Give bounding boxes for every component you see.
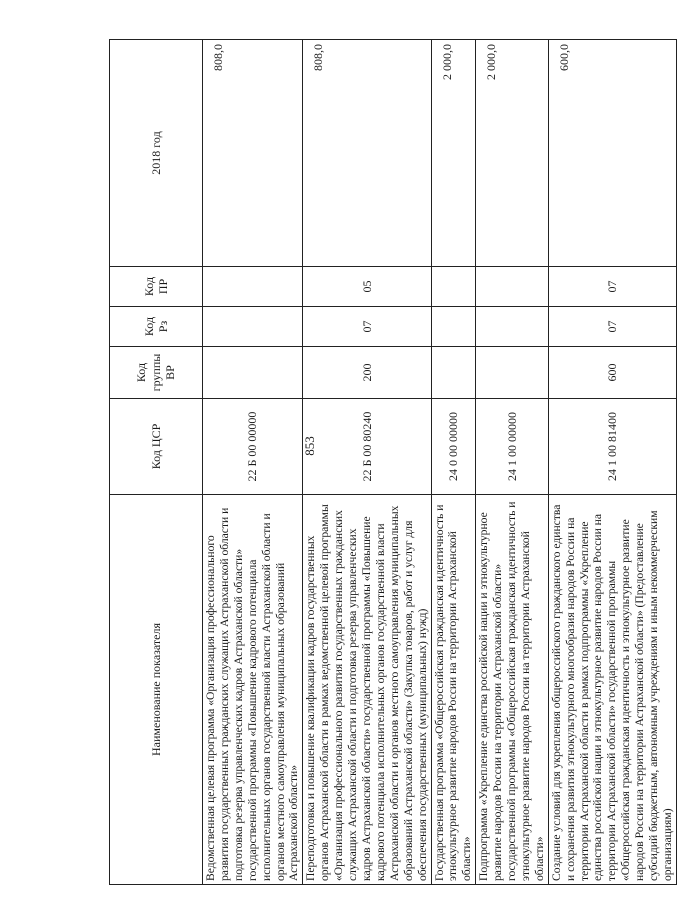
row-csr: 22 Б 00 80240 <box>303 399 431 495</box>
header-pr: Код ПР <box>110 267 203 307</box>
row-value: 808,0 <box>303 40 431 267</box>
header-rz: Код Рз <box>110 307 203 347</box>
row-csr: 24 0 00 00000 <box>431 399 476 495</box>
row-pr <box>203 267 303 307</box>
row-value: 2 000,0 <box>476 40 549 267</box>
row-vr <box>203 347 303 399</box>
row-name: Ведомственная целевая программа «Организация профессионального развития государственных гражданских служащих Астраханской области и подготовка резерва управленческих кадров Астраханской области» государственной программы «Повышение кадрового потенциала исполнительных органов государственной власти Астраханской области и органов местного самоуправления муниципальных образований Астраханской области» <box>203 495 303 885</box>
row-name: Подпрограмма «Укрепление единства российской нации и этнокультурное развитие народов России на территории Астраханской области» государственной программы «Общероссийская гражданская идентичность и этнокультурное развитие народов России на территории Астраханской области» <box>476 495 549 885</box>
row-rz <box>476 307 549 347</box>
row-name: Создание условий для укрепления общероссийского гражданского единства и сохранения развития этнокультурного многообразия народов России на территории Астраханской области в рамках подпрограммы «Укрепление единства российской нации и этнокультурное развитие народов России на территории Астраханской области» государственной программы «Общероссийская гражданская идентичность и этнокультурное развитие народов России на территории Астраханской области» (Предоставление субсидий бюджетным, автономным учреждениям и иным некоммерческим организациям) <box>548 495 676 885</box>
table-row <box>203 40 303 885</box>
row-csr: 24 1 00 81400 <box>548 399 676 495</box>
table-row <box>476 40 549 885</box>
row-csr: 22 Б 00 00000 <box>203 399 303 495</box>
row-rz: 07 <box>548 307 676 347</box>
row-pr: 05 <box>303 267 431 307</box>
table-row <box>431 40 476 885</box>
header-name: Наименование показателя <box>110 495 203 885</box>
table-row <box>548 40 676 885</box>
row-vr: 600 <box>548 347 676 399</box>
rotated-page-area <box>109 40 674 885</box>
row-pr: 07 <box>548 267 676 307</box>
row-value: 2 000,0 <box>431 40 476 267</box>
row-rz <box>431 307 476 347</box>
header-csr: Код ЦСР <box>110 399 203 495</box>
row-rz: 07 <box>303 307 431 347</box>
row-name: Государственная программа «Общероссийская гражданская идентичность и этнокультурное развитие народов России на территории Астраханской области» <box>431 495 476 885</box>
table-header-row <box>110 40 203 885</box>
row-pr <box>431 267 476 307</box>
table-row <box>303 40 431 885</box>
row-value: 808,0 <box>203 40 303 267</box>
row-name: Переподготовка и повышение квалификации кадров государственных органов Астраханской области в рамках ведомственной целевой программы «Организация профессионального развития государственных гражданских служащих Астраханской области и подготовка резерва управленческих кадров Астраханской области» государственной программы «Повышение кадрового потенциала исполнительных органов государственной власти Астраханской области и органов местного самоуправления муниципальных образований Астраханской области» (Закупка товаров, работ и услуг для обеспечения государственных (муниципальных) нужд) <box>303 495 431 885</box>
row-value: 600,0 <box>548 40 676 267</box>
budget-table-container <box>109 40 674 885</box>
page-number: 853 <box>302 436 317 456</box>
row-rz <box>203 307 303 347</box>
row-vr <box>476 347 549 399</box>
row-csr: 24 1 00 00000 <box>476 399 549 495</box>
header-year: 2018 год <box>110 40 203 267</box>
header-vr: Код группы ВР <box>110 347 203 399</box>
row-pr <box>476 267 549 307</box>
budget-table <box>109 39 677 885</box>
row-vr <box>431 347 476 399</box>
row-vr: 200 <box>303 347 431 399</box>
